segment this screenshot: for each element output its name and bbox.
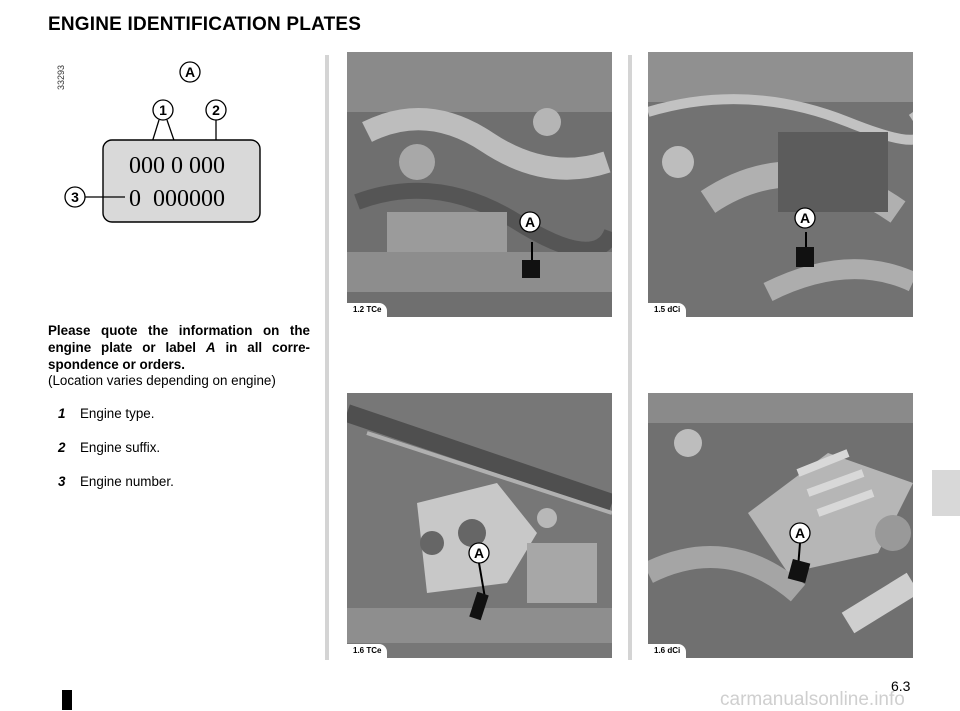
list-item [58,406,154,421]
item-number: 1 [58,406,66,421]
callout-1-label: 1 [159,102,167,118]
callout-2-label: 2 [212,102,220,118]
photo-caption: 1.6 dCi [648,644,686,658]
list-item [58,440,160,455]
section-tab [932,470,960,516]
plate-line-1: 000 0 000 [129,153,225,179]
watermark: carmanualsonline.info [720,689,905,710]
photo-caption: 1.2 TCe [347,303,387,317]
engine-photo-1-6-dci [648,393,913,658]
photo-caption: 1.6 TCe [347,644,387,658]
callout-a [180,62,200,82]
figure-code: 33293 [56,64,66,90]
intro-text-1: Please quote the information on the engine plate or label [48,323,310,355]
item-label: Engine suffix. [80,440,161,455]
item-label: Engine type. [80,406,155,421]
engine-photo-1-2-tce [347,52,612,317]
photo-caption: 1.5 dCi [648,303,686,317]
column-divider [628,55,632,660]
page-title: ENGINE IDENTIFICATION PLATES [48,14,362,35]
photo-marker: A [524,214,536,230]
item-label: Engine number. [80,474,174,489]
engine-photo-1-5-dci [648,52,913,317]
intro-label: A [205,340,216,355]
location-note: (Location varies depending on engine) [48,373,276,388]
page-number: 6.3 [891,678,911,694]
callout-a-label: A [184,64,196,80]
callout-3-label: 3 [71,189,79,205]
plate-line-2: 0 000000 [129,186,225,212]
photo-marker: A [473,545,485,561]
column-divider [325,55,329,660]
intro-text-2: in all correspondence or orders. [48,340,310,372]
item-number: 3 [58,474,66,489]
engine-photo-1-6-tce [347,393,612,658]
item-number: 2 [58,440,66,455]
photo-marker: A [799,210,811,226]
photo-marker: A [794,525,806,541]
print-mark [62,690,72,710]
intro-paragraph [48,322,310,373]
list-item [58,474,174,489]
engine-plate-diagram [55,55,270,235]
